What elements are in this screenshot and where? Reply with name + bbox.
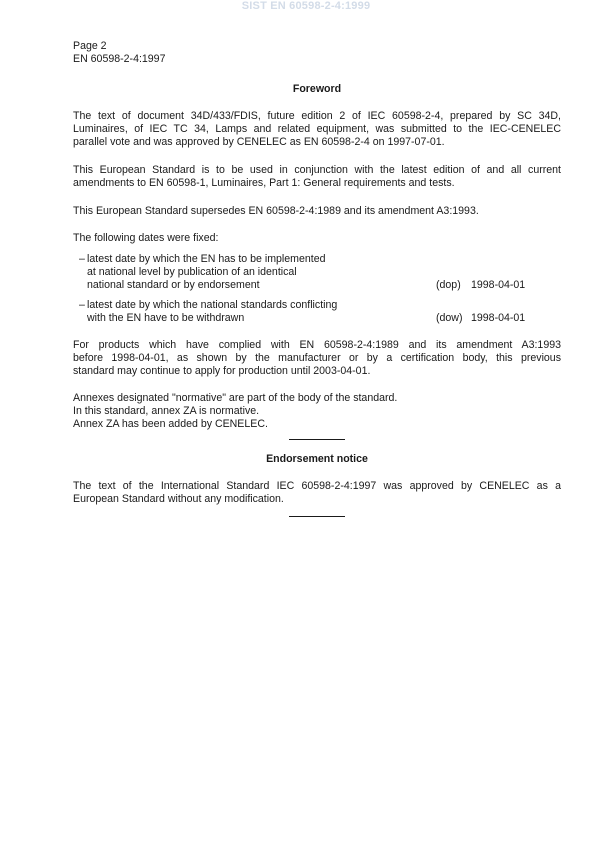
- date-item-dop: [73, 253, 561, 292]
- endorsement-title: Endorsement notice: [266, 453, 368, 465]
- foreword-paragraph-2: [73, 164, 561, 190]
- text-line: The text of the International Standard IEC 60598-2-4:1997 was approved by CENELEC as a: [73, 480, 561, 492]
- dates-list: [73, 253, 561, 325]
- text-line: parallel vote and was approved by CENELEC as EN 60598-2-4 on 1997-07-01.: [73, 136, 445, 148]
- section-divider: [289, 516, 345, 517]
- foreword-paragraph-1: [73, 110, 561, 149]
- text-line: The text of document 34D/433/FDIS, future edition 2 of IEC 60598-2-4, prepared by SC 34D,: [73, 110, 561, 122]
- text-line: [73, 312, 561, 325]
- text-line: In this standard, annex ZA is normative.: [73, 405, 260, 417]
- text-line: This European Standard is to be used in conjunction with the latest edition of and all current: [73, 164, 561, 176]
- section-divider: [289, 439, 345, 440]
- text-line: Luminaires, of IEC TC 34, Lamps and related equipment, was submitted to the IEC-CENELEC: [73, 123, 561, 135]
- text-line: The following dates were fixed:: [73, 232, 219, 244]
- watermark: SIST EN 60598-2-4:1999: [241, 0, 371, 12]
- document-id: EN 60598-2-4:1997: [73, 53, 166, 65]
- foreword-paragraph-4: [73, 232, 561, 245]
- list-dash: –: [79, 253, 85, 265]
- text-fragment: with the EN have to be withdrawn: [87, 312, 245, 324]
- text-line: standard may continue to apply for production until 2003-04-01.: [73, 365, 371, 377]
- text-fragment: national standard or by endorsement: [87, 279, 260, 291]
- list-dash: –: [79, 299, 85, 311]
- text-line: Annexes designated "normative" are part of the body of the standard.: [73, 392, 398, 404]
- foreword-title: Foreword: [292, 83, 342, 95]
- text-line: For products which have complied with EN 60598-2-4:1989 and its amendment A3:1993: [73, 339, 561, 351]
- document-page: [73, 40, 561, 517]
- date-value: 1998-04-01: [471, 312, 526, 324]
- text-line: European Standard without any modification.: [73, 493, 284, 505]
- date-code: (dop): [436, 279, 461, 291]
- text-line: at national level by publication of an identical: [87, 266, 297, 278]
- text-line: Annex ZA has been added by CENELEC.: [73, 418, 268, 430]
- date-value: 1998-04-01: [471, 279, 526, 291]
- text-line: [73, 279, 561, 292]
- foreword-paragraph-3: [73, 205, 561, 218]
- text-line: latest date by which the EN has to be implemented: [87, 253, 326, 265]
- foreword-paragraph-5: [73, 339, 561, 378]
- date-code: (dow): [436, 312, 463, 324]
- page-number: Page 2: [73, 40, 107, 52]
- endorsement-paragraph: [73, 480, 561, 506]
- text-line: This European Standard supersedes EN 60598-2-4:1989 and its amendment A3:1993.: [73, 205, 479, 217]
- foreword-paragraph-6: [73, 392, 561, 431]
- text-line: before 1998-04-01, as shown by the manufacturer or by a certification body, this previous: [73, 352, 561, 364]
- date-item-dow: [73, 299, 561, 325]
- text-line: latest date by which the national standards conflicting: [87, 299, 338, 311]
- text-line: amendments to EN 60598-1, Luminaires, Part 1: General requirements and tests.: [73, 177, 455, 189]
